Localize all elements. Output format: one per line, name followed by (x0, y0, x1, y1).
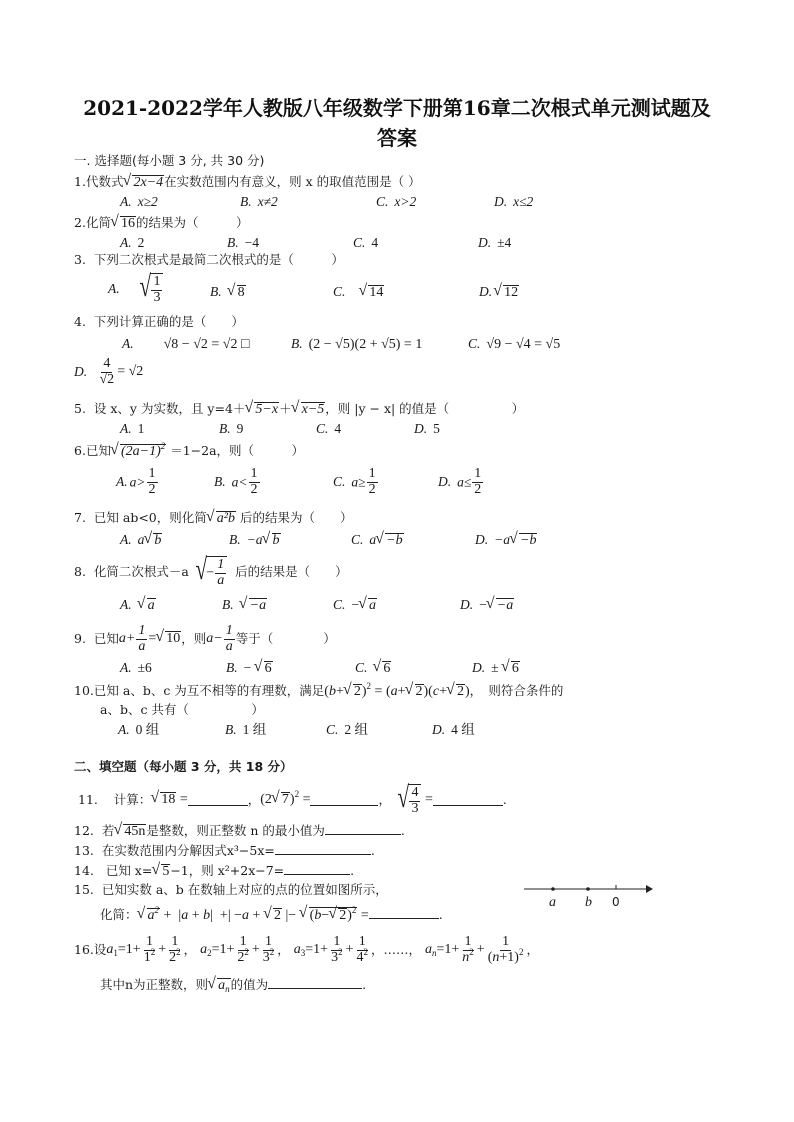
answer-blank[interactable] (275, 843, 371, 855)
question-16-line2: 其中n为正整数，则 √ $a_n$的值为 . (100, 977, 366, 994)
sqrt-fraction: √ $\frac{1}{3}$ (137, 273, 163, 305)
equation: (b+ √ 2)$^2$ = (a+ √ 2)(c+ √ 2) (324, 684, 469, 699)
q5-option-a[interactable]: A. 1 (120, 421, 145, 436)
q6-option-c[interactable]: C. a≥ $\frac{1}{2}$ (333, 466, 376, 497)
question-15: 15. 已知实数 a、b 在数轴上对应的点的位置如图所示， (74, 882, 388, 897)
q7-option-d[interactable]: D. −a √ −b (475, 533, 537, 549)
question-9: 9. 已知a+ $\frac{1}{a}$ = √ 10，则a− $\frac{1}{a}$ 等于（ ） (74, 624, 336, 654)
document-title-line1: 2021-2022学年人教版八年级数学下册第16章二次根式单元测试题及 (83, 96, 711, 120)
number-line-label-b: b (585, 895, 592, 910)
q5-option-b[interactable]: B. 9 (219, 421, 244, 436)
q10-option-c[interactable]: C. 2 组 (326, 722, 369, 737)
q1-option-a[interactable]: A. x≥2 (120, 194, 158, 209)
answer-blank[interactable] (188, 794, 248, 806)
answer-blank[interactable] (325, 823, 401, 835)
q2-option-a[interactable]: A. 2 (120, 235, 145, 250)
sqrt-expression: √ 16 (111, 216, 136, 232)
q9-option-d[interactable]: D. ± √ 6 (472, 661, 520, 677)
question-7: 7. 已知 ab<0，则化简 √ a²b 后的结果为（ ） (74, 511, 352, 527)
q5-option-c[interactable]: C. 4 (316, 421, 342, 436)
question-text: 在实数范围内有意义，则 x 的取值范围是（ ） (164, 174, 421, 189)
number-line-label-zero: 0 (612, 895, 620, 909)
q2-option-c[interactable]: C. 4 (353, 235, 379, 250)
document-title-line2: 答案 (377, 126, 417, 150)
q6-option-b[interactable]: B. a< $\frac{1}{2}$ (214, 466, 258, 497)
q8-option-c[interactable]: C. − √ a (333, 598, 377, 614)
question-10: 10.已知 a、b、c 为互不相等的有理数，满足(b+ √ 2)$^2$ = (a+ √ 2)(c+ √ 2)， 则符合条件的 (74, 684, 563, 700)
q4-option-b[interactable]: B. (2 − √5)(2 + √5) = 1 (291, 336, 423, 352)
q6-option-d[interactable]: D. a≤ $\frac{1}{2}$ (438, 466, 482, 497)
q9-option-b[interactable]: B. − √ 6 (226, 661, 273, 677)
section-heading-choice: 一. 选择题(每小题 3 分, 共 30 分) (74, 153, 265, 168)
question-5: 5. 设 x、y 为实数，且 y=4＋ √ 5−x＋ √ x−5，则 |y − x| 的值是（ ） (74, 402, 524, 418)
answer-blank[interactable] (268, 977, 362, 989)
q1-option-b[interactable]: B. x≠2 (240, 194, 278, 209)
question-14: 14. 已知 x= √ 5−1，则 x²+2x−7= . (74, 863, 354, 880)
q1-option-c[interactable]: C. x>2 (376, 194, 417, 209)
answer-blank[interactable] (369, 907, 439, 919)
sqrt-fraction: √ − $\frac{1}{a}$ (193, 556, 227, 588)
q5-option-d[interactable]: D. 5 (414, 421, 440, 436)
question-8: 8. 化简二次根式－a √ − $\frac{1}{a}$ 后的结果是（ ） (74, 553, 348, 588)
q8-option-d[interactable]: D. − √ −a (460, 598, 514, 614)
sqrt-expression: √ 2x−4 (123, 175, 164, 191)
q3-option-b[interactable]: B. √ 8 (210, 285, 246, 301)
q9-option-a[interactable]: A. ±6 (120, 660, 152, 675)
q7-option-b[interactable]: B. −a √ b (229, 533, 281, 549)
q7-option-c[interactable]: C. a √ −b (351, 533, 404, 549)
q3-option-a[interactable]: A. √ $\frac{1}{3}$ (108, 273, 163, 305)
question-11: 11. 计算： √ 18 = ，(2 √ 7)$^2$ = ， √ $\frac{4}{3}$ = . (78, 784, 507, 816)
q2-option-b[interactable]: B. −4 (227, 235, 259, 250)
q4-option-a[interactable]: A. √8 − √2 = √2 □ (122, 336, 250, 352)
q2-option-d[interactable]: D. ±4 (478, 235, 512, 250)
question-2: 2.化简 √ 16的结果为（ ） (74, 216, 248, 232)
question-3: 3. 下列二次根式是最简二次根式的是（ ） (74, 252, 344, 267)
q3-option-d[interactable]: D. √ 12 (479, 285, 519, 301)
q10-option-a[interactable]: A. 0 组 (118, 722, 160, 737)
question-number: 1. (74, 174, 86, 189)
answer-blank[interactable] (433, 794, 503, 806)
q4-option-c[interactable]: C. √9 − √4 = √5 (468, 336, 561, 352)
q8-option-b[interactable]: B. √ −a (222, 598, 267, 614)
q9-option-c[interactable]: C. √ 6 (355, 661, 391, 677)
question-16: 16.设$a_1=1+$ $\frac{1}{1^2}$ + $\frac{1}{2^2}$ ， $a_2=1+$ $\frac{1}{2^2}$ + $\frac{1}{3^2}$ ， $a_3=1+$ $\frac{1}{3^2}$ + $\frac{1}{4^2}$ ，……， $a_n=1+$ $\frac{1}{n^2}$ + $\frac{1}{(n+1)^2}$ ， (74, 934, 539, 965)
q6-option-a[interactable]: A. a> $\frac{1}{2}$ (116, 466, 156, 497)
q4-option-d[interactable]: D. $\frac{4}{√2}$ = √2 (74, 356, 144, 387)
number-line-label-a: a (549, 895, 556, 910)
question-12: 12. 若 √ 45n是整数，则正整数 n 的最小值为 . (74, 823, 405, 840)
question-10-line2: a、b、c 共有（ ） (100, 702, 264, 717)
question-text: 代数式 (85, 174, 124, 189)
q3-option-c[interactable]: C. √ 14 (333, 285, 384, 301)
q1-option-d[interactable]: D. x≤2 (494, 194, 534, 209)
q7-option-a[interactable]: A. a √ b (120, 533, 162, 549)
question-15-expression: 化简： √ $a^2 + |a + b|$ +| −a + √ 2 |− √ (b− √ 2)$^2$ = . (100, 907, 443, 924)
question-13: 13. 在实数范围内分解因式x³−5x= . (74, 843, 375, 858)
q10-option-d[interactable]: D. 4 组 (432, 722, 475, 737)
answer-blank[interactable] (284, 863, 350, 875)
arrow-icon (646, 885, 653, 893)
q8-option-a[interactable]: A. √ a (120, 598, 156, 614)
q10-option-b[interactable]: B. 1 组 (225, 722, 267, 737)
question-6: 6.已知 √ $(2a-1)^2 =1-2a$，则（ ） (74, 444, 304, 460)
section-heading-fill: 二、填空题（每小题 3 分，共 18 分） (74, 759, 293, 774)
question-4: 4. 下列计算正确的是（ ） (74, 314, 244, 329)
question-1 (74, 175, 421, 191)
answer-blank[interactable] (310, 794, 378, 806)
